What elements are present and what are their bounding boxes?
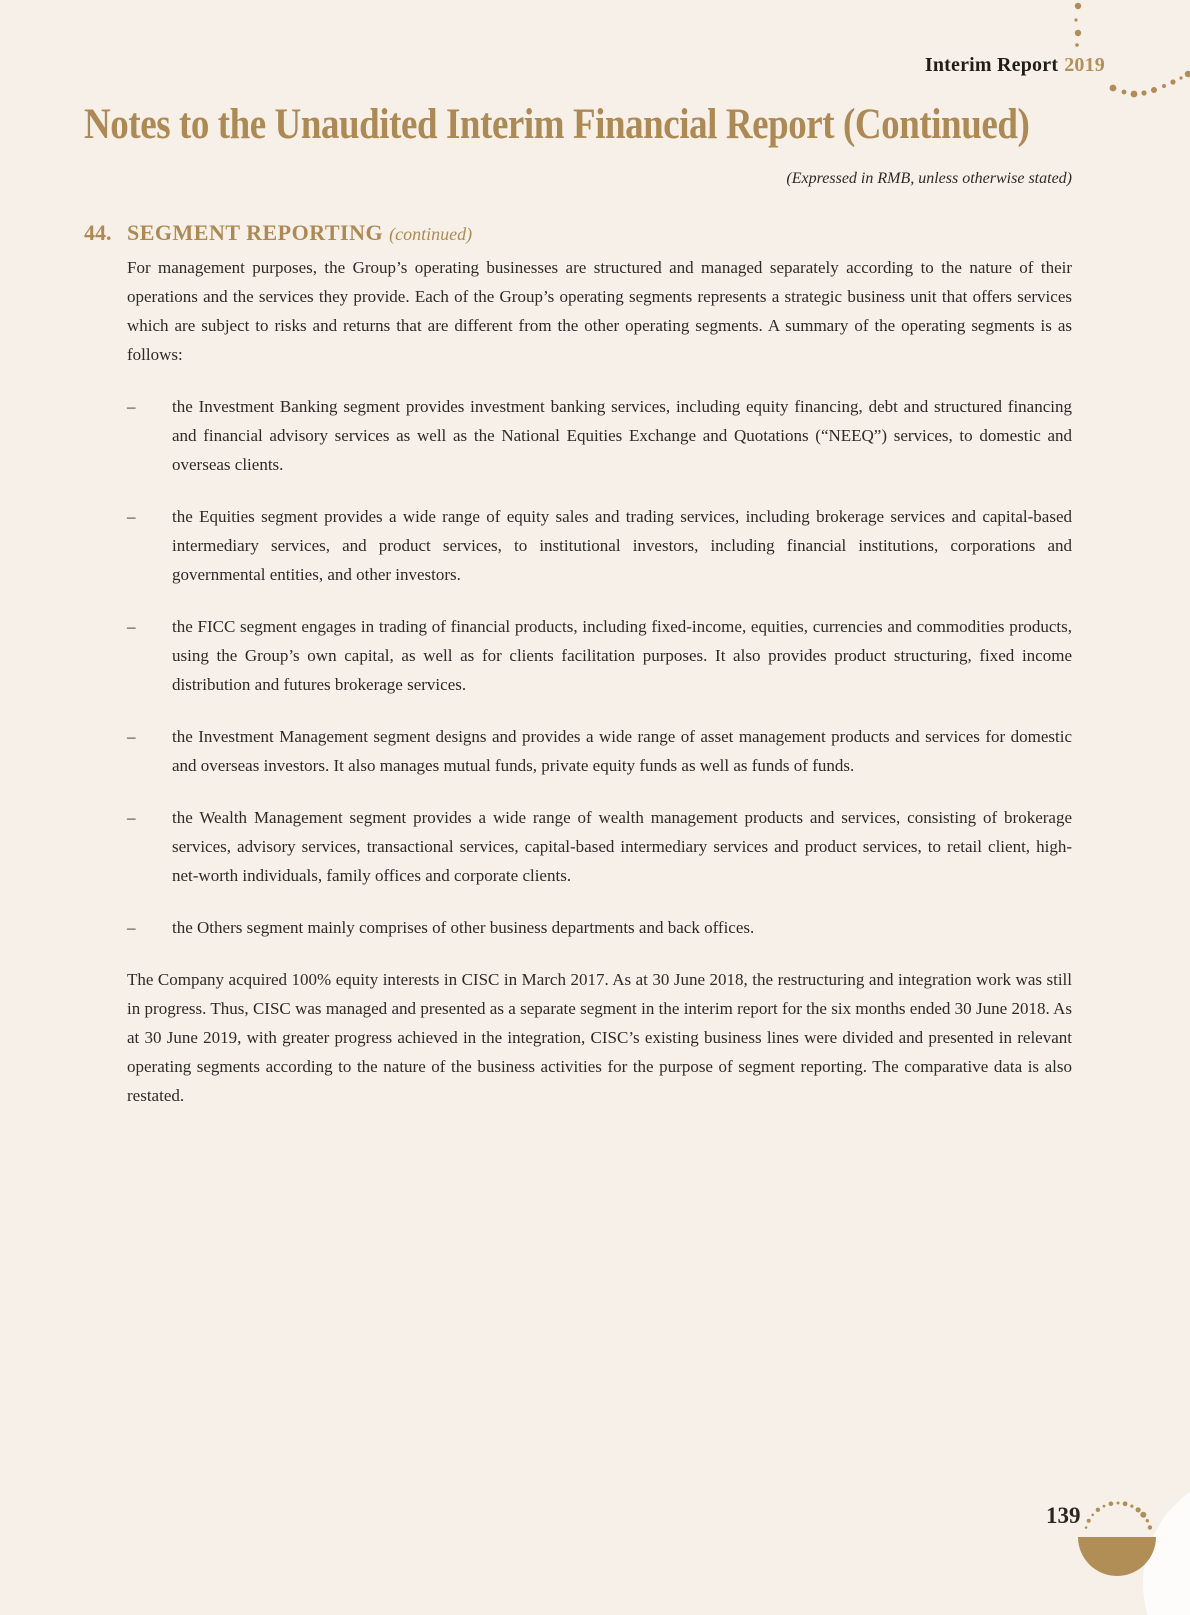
bullet-marker: – (127, 727, 136, 746)
bullet-item-investment-management (127, 722, 1072, 780)
bullet-item-investment-banking (127, 392, 1072, 479)
bullet-marker: – (127, 918, 136, 937)
page-title: Notes to the Unaudited Interim Financial Report (Continued) (84, 101, 1030, 148)
section-heading (84, 220, 472, 246)
bullet-text: the Equities segment provides a wide range of equity sales and trading services, including brokerage services and capital-based intermediary services, and product services, to institutional investors, including financial institutions, corporations and governmental entities, and other investors. (172, 507, 1072, 584)
bullet-marker: – (127, 808, 136, 827)
bullet-item-equities (127, 502, 1072, 589)
bullet-text: the Investment Banking segment provides investment banking services, including equity financing, debt and structured financing and financial advisory services as well as the National Equities Exchange and Quotations (“NEEQ”) services, to domestic and overseas clients. (172, 397, 1072, 474)
bullet-marker: – (127, 507, 136, 526)
dotted-arc (1085, 1501, 1152, 1529)
page-subtitle: (Expressed in RMB, unless otherwise stated) (786, 170, 1072, 187)
top-dots-decoration-icon (1040, 0, 1190, 100)
bullet-text: the Investment Management segment designs and provides a wide range of asset management products and services for domestic and overseas investors. It also manages mutual funds, private equity funds as well as funds of funds. (172, 727, 1072, 775)
section-heading-text: SEGMENT REPORTING (127, 220, 384, 245)
closing-paragraph: The Company acquired 100% equity interests in CISC in March 2017. As at 30 June 2018, the restructuring and integration work was still in progress. Thus, CISC was managed and presented as a separate segment in the interim report for the six months ended 30 June 2018. As at 30 June 2019, with greater progress achieved in the integration, CISC’s existing business lines were divided and presented in relevant operating segments according to the nature of the business activities for the purpose of segment reporting. The comparative data is also restated. (127, 970, 1072, 1105)
header-report-label: Interim Report (924, 54, 1059, 76)
bullet-text: the Others segment mainly comprises of other business departments and back offices. (172, 918, 755, 937)
header-report-line (925, 54, 1105, 77)
page-number: 139 (1046, 1503, 1081, 1528)
bullet-item-others (127, 913, 1072, 942)
section-number: 44. (84, 220, 112, 245)
bullet-marker: – (127, 617, 136, 636)
bullet-item-ficc (127, 612, 1072, 699)
bottom-circle-decoration-icon (1020, 1450, 1190, 1615)
bullet-marker: – (127, 397, 136, 416)
bullet-item-wealth-management (127, 803, 1072, 890)
bullet-text: the FICC segment engages in trading of financial products, including fixed-income, equities, currencies and commodities products, using the Group’s own capital, as well as for clients facilitation purposes. It also provides product structuring, fixed income distribution and futures brokerage services. (172, 617, 1072, 694)
section-body (127, 253, 1072, 1133)
section-continued-label: (continued) (389, 224, 473, 244)
bullet-text: the Wealth Management segment provides a wide range of wealth management products and services, consisting of brokerage services, advisory services, transactional services, capital-based intermediary services and product services, to retail client, high-net-worth individuals, family offices and corporate clients. (172, 808, 1072, 885)
intro-paragraph: For management purposes, the Group’s operating businesses are structured and managed separately according to the nature of their operations and the services they provide. Each of the Group’s operating segments represents a strategic business unit that offers services which are subject to risks and returns that are different from the other operating segments. A summary of the operating segments is as follows: (127, 258, 1072, 364)
header-report-year: 2019 (1064, 54, 1105, 76)
